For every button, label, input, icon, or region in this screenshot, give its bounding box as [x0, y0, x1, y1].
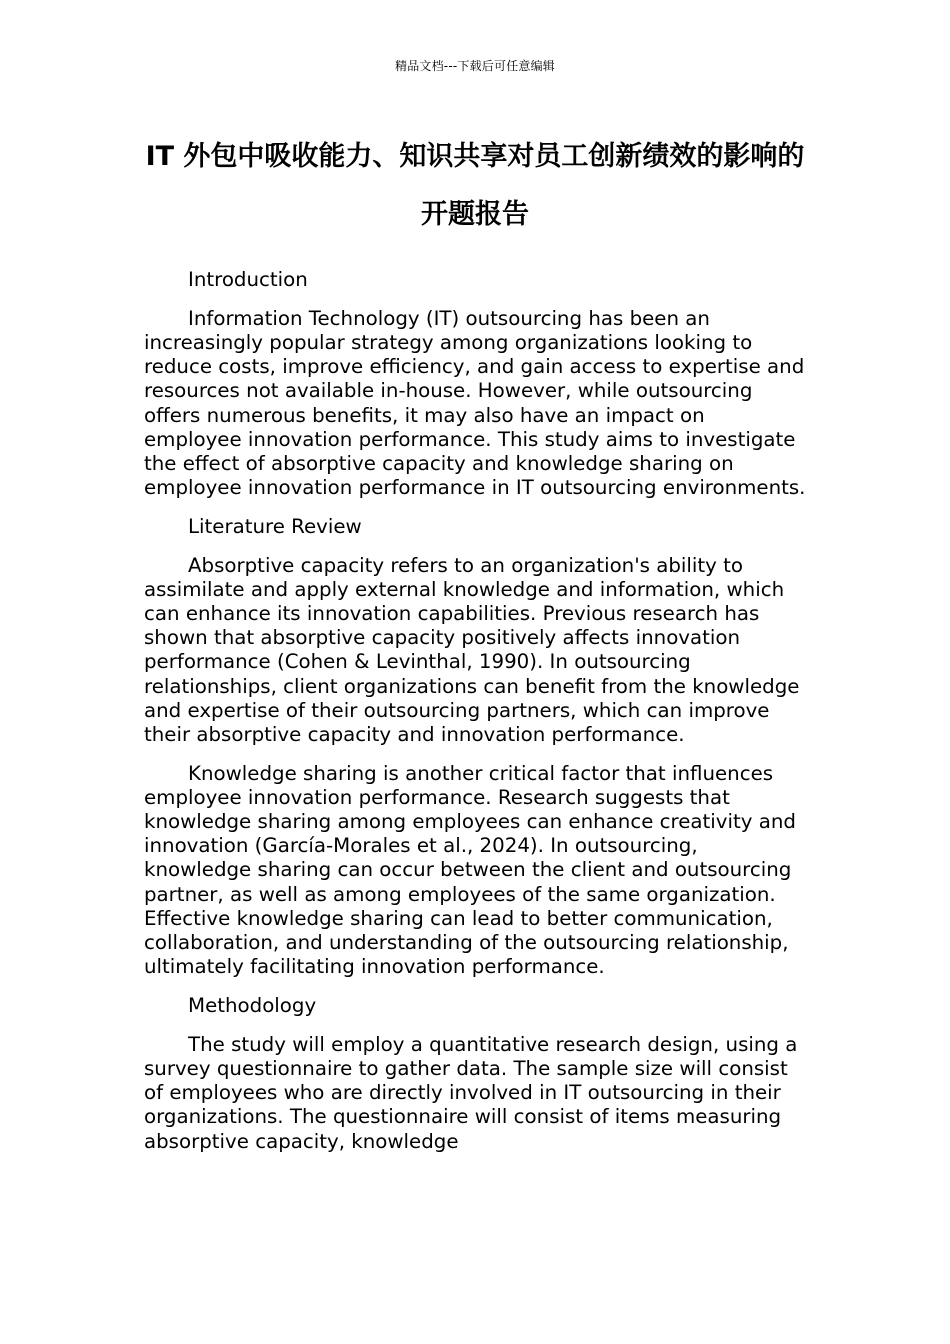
paragraph-knowledge-sharing: Knowledge sharing is another critical factor that influences employee innovation performance. Research suggests that knowledge sharing among employees can enhance creativity and innovation (García-Morales et al., 2024). In outsourcing, knowledge sharing can occur between the client and outsourcing partner, as well as among employees of the same organization. Effective knowledge sharing can lead to better communication, collaboration, and understanding of the outsourcing relationship, ultimately facilitating innovation performance.: [144, 761, 796, 979]
paragraph-absorptive-capacity: Absorptive capacity refers to an organization's ability to assimilate and apply external knowledge and information, which can enhance its innovation capabilities. Previous research has shown that absorptive capacity positively affects innovation performance (Cohen & Levinthal, 1990). In outsourcing relationships, client organizations can benefit from the knowledge and expertise of their outsourcing partners, which can improve their absorptive capacity and innovation performance.: [144, 553, 800, 746]
document-body: [144, 268, 806, 1168]
section-heading-literature-review: Literature Review: [188, 514, 362, 538]
document-title: IT 外包中吸收能力、知识共享对员工创新绩效的影响的开题报告: [145, 141, 805, 230]
paragraph-introduction: Information Technology (IT) outsourcing has been an increasingly popular strategy among organizations looking to reduce costs, improve efficiency, and gain access to expertise and resources not available in-house. However, while outsourcing offers numerous benefits, it may also have an impact on employee innovation performance. This study aims to investigate the effect of absorptive capacity and knowledge sharing on employee innovation performance in IT outsourcing environments.: [144, 306, 806, 500]
paragraph-methodology: The study will employ a quantitative research design, using a survey questionnaire to gather data. The sample size will consist of employees who are directly involved in IT outsourcing in their organizations. The questionnaire will consist of items measuring absorptive capacity, knowledge: [144, 1032, 798, 1153]
section-heading-introduction: Introduction: [188, 268, 308, 291]
page-header-note: 精品文档---下载后可任意编辑: [395, 59, 555, 73]
section-heading-methodology: Methodology: [188, 993, 317, 1017]
